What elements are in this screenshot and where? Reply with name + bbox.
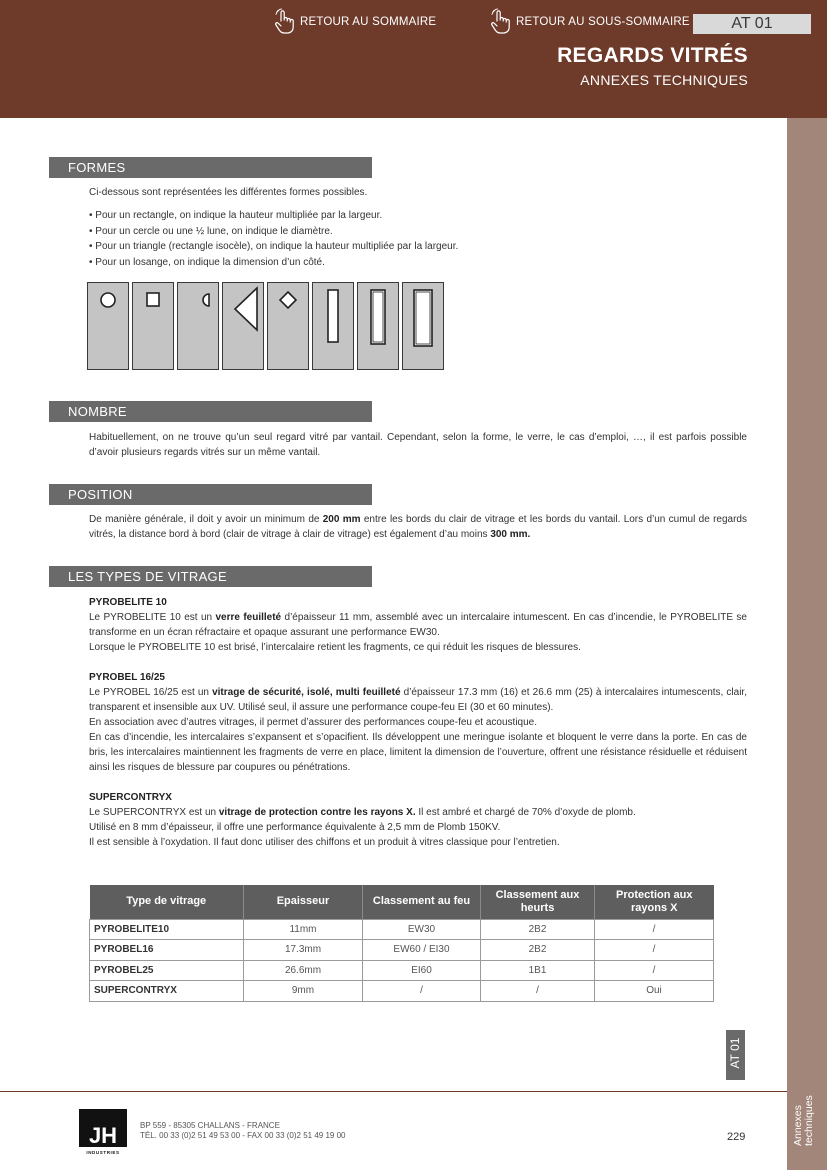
door-panel-circle: [87, 282, 129, 370]
pointing-hand-icon: [488, 8, 512, 36]
table-cell: PYROBELITE10: [90, 919, 244, 940]
table-cell: EW30: [363, 919, 481, 940]
circle-window-icon: [88, 283, 130, 371]
document-code: AT 01: [693, 14, 811, 34]
door-panel-diamond: [267, 282, 309, 370]
vertical-code-text: AT 01: [728, 1037, 742, 1069]
table-row: [90, 960, 714, 981]
section-title-types-vitrage: LES TYPES DE VITRAGE: [49, 566, 372, 587]
nav-retour-sous-sommaire-label: RETOUR AU SOUS-SOMMAIRE: [516, 16, 690, 28]
header-band: [0, 0, 827, 118]
table-header-cell: Classement aux heurts: [481, 885, 595, 919]
footer-divider: [0, 1091, 787, 1092]
table-cell: /: [363, 981, 481, 1002]
table-header-cell: Classement au feu: [363, 885, 481, 919]
page-number: 229: [727, 1131, 746, 1143]
vertical-code-tab: [726, 1030, 745, 1080]
table-row: [90, 981, 714, 1002]
door-panel-triangle: [222, 282, 264, 370]
section-title-formes: FORMES: [49, 157, 372, 178]
page-subtitle: ANNEXES TECHNIQUES: [580, 72, 748, 88]
table-cell: 11mm: [244, 919, 363, 940]
footer-phone: TÉL. 00 33 (0)2 51 49 53 00 - FAX 00 33 (0)2 51 49 19 00: [140, 1131, 346, 1140]
section-title-nombre: NOMBRE: [49, 401, 372, 422]
side-band: [787, 118, 827, 1170]
door-panel-wide-rectangle: [402, 282, 444, 370]
table-cell: /: [481, 981, 595, 1002]
page-title: REGARDS VITRÉS: [557, 44, 748, 67]
door-panel-square: [132, 282, 174, 370]
table-cell: 26.6mm: [244, 960, 363, 981]
table-cell: /: [595, 940, 714, 961]
table-header-cell: Protection aux rayons X: [595, 885, 714, 919]
table-row: [90, 919, 714, 940]
square-window-icon: [133, 283, 175, 371]
supercontryx-heading: SUPERCONTRYX: [89, 792, 172, 803]
table-header-cell: Epaisseur: [244, 885, 363, 919]
company-logo: [79, 1109, 127, 1155]
table-cell: /: [595, 960, 714, 981]
table-cell: 9mm: [244, 981, 363, 1002]
list-item: • Pour un triangle (rectangle isocèle), on indique la hauteur multipliée par la largeur.: [89, 241, 459, 252]
nav-retour-sommaire[interactable]: [272, 8, 436, 36]
wide-rectangle-window-icon: [403, 283, 445, 371]
diamond-window-icon: [268, 283, 310, 371]
side-label: [790, 1090, 824, 1146]
table-cell: PYROBEL25: [90, 960, 244, 981]
supercontryx-block: SUPERCONTRYX Le SUPERCONTRYX est un vitrage de protection contre les rayons X. Il est ambré et chargé de 70% d’oxyde de plomb. Utilisé en 8 mm d’épaisseur, il offre une performance équivalente à 2,5 mm de Plomb 150KV. Il est sensible à l’oxydation. Il faut donc utiliser des chiffons et un produit à vitres classique pour l’entretien.: [89, 792, 636, 848]
table-cell: PYROBEL16: [90, 940, 244, 961]
footer-address: BP 559 - 85305 CHALLANS - FRANCE: [140, 1121, 280, 1130]
door-panel-rectangle: [357, 282, 399, 370]
pyrobel-block: PYROBEL 16/25 Le PYROBEL 16/25 est un vitrage de sécurité, isolé, multi feuilleté d’épaisseur 17.3 mm (16) et 26.6 mm (25) à intercalaires intumescents, clair, transparent et insensible aux UV. Utilisé seul, il assure une performance coupe-feu EI (30 et 60 minutes). En association avec d’autres vitrages, il permet d’assurer des performances coupe-feu et acoustique. En cas d’incendie, les intercalaires s’expansent et s’opacifient. Ils développent une meringue isolante et bloquent le verre dans la porte. En cas de bris, les intercalaires maintiennent les fragments de verre en place, limitent la dimension de l’ouverture, offrent une résistance résiduelle et réduisent ainsi les risques de blessure par coupures ou pénétrations.: [89, 672, 747, 773]
formes-bullet-list: [89, 208, 747, 270]
door-panel-half-moon: [177, 282, 219, 370]
list-item: • Pour un rectangle, on indique la hauteur multipliée par la largeur.: [89, 210, 383, 221]
pyrobelite-block: PYROBELITE 10 Le PYROBELITE 10 est un verre feuilleté d’épaisseur 11 mm, assemblé avec un intercalaire intumescent. En cas d’incendie, le PYROBELITE se transforme en un écran réfractaire et opaque assurant une performance EW30. Lorsque le PYROBELITE 10 est brisé, l’intercalaire retient les fragments, ce qui réduit les risques de blessures.: [89, 597, 747, 653]
table-cell: /: [595, 919, 714, 940]
section-title-position: POSITION: [49, 484, 372, 505]
table-row: [90, 940, 714, 961]
table-header-row: [90, 885, 714, 919]
table-header-cell: Type de vitrage: [90, 885, 244, 919]
table-cell: Oui: [595, 981, 714, 1002]
table-cell: EW60 / EI30: [363, 940, 481, 961]
shapes-illustration: [87, 282, 443, 370]
footer-address-block: [140, 1121, 345, 1141]
side-label-text: Annexes techniques: [792, 1095, 815, 1146]
table-cell: 2B2: [481, 940, 595, 961]
narrow-rectangle-window-icon: [313, 283, 355, 371]
nombre-text: Habituellement, on ne trouve qu’un seul regard vitré par vantail. Cependant, selon la forme, le verre, le cas d’emploi, …, il est parfois possible d’avoir plusieurs regards vitrés sur un même vantail.: [89, 432, 747, 458]
table-cell: 17.3mm: [244, 940, 363, 961]
svg-text:JH: JH: [88, 1123, 118, 1148]
table-cell: SUPERCONTRYX: [90, 981, 244, 1002]
vitrage-table: [89, 885, 714, 1002]
half-moon-window-icon: [178, 283, 220, 371]
pointing-hand-icon: [272, 8, 296, 36]
list-item: • Pour un losange, on indique la dimension d’un côté.: [89, 256, 325, 268]
nav-retour-sous-sommaire[interactable]: [488, 8, 690, 36]
triangle-window-icon: [223, 283, 265, 371]
door-panel-narrow-rectangle: [312, 282, 354, 370]
pyrobelite-heading: PYROBELITE 10: [89, 597, 167, 608]
list-item: • Pour un cercle ou une ½ lune, on indique le diamètre.: [89, 225, 333, 237]
pyrobel-heading: PYROBEL 16/25: [89, 672, 165, 683]
table-cell: 2B2: [481, 919, 595, 940]
nav-retour-sommaire-label: RETOUR AU SOMMAIRE: [300, 16, 437, 28]
position-text: De manière générale, il doit y avoir un minimum de 200 mm entre les bords du clair de vitrage et les bords du vantail. Lors d’un cumul de regards vitrés, la distance bord à bord (clair de vitrage à clair de vitrage) est également d’au moins 300 mm.: [89, 514, 747, 540]
svg-text:INDUSTRIES: INDUSTRIES: [86, 1150, 120, 1155]
table-cell: 1B1: [481, 960, 595, 981]
rectangle-window-icon: [358, 283, 400, 371]
table-cell: EI60: [363, 960, 481, 981]
formes-intro: Ci-dessous sont représentées les différentes formes possibles.: [89, 187, 368, 198]
